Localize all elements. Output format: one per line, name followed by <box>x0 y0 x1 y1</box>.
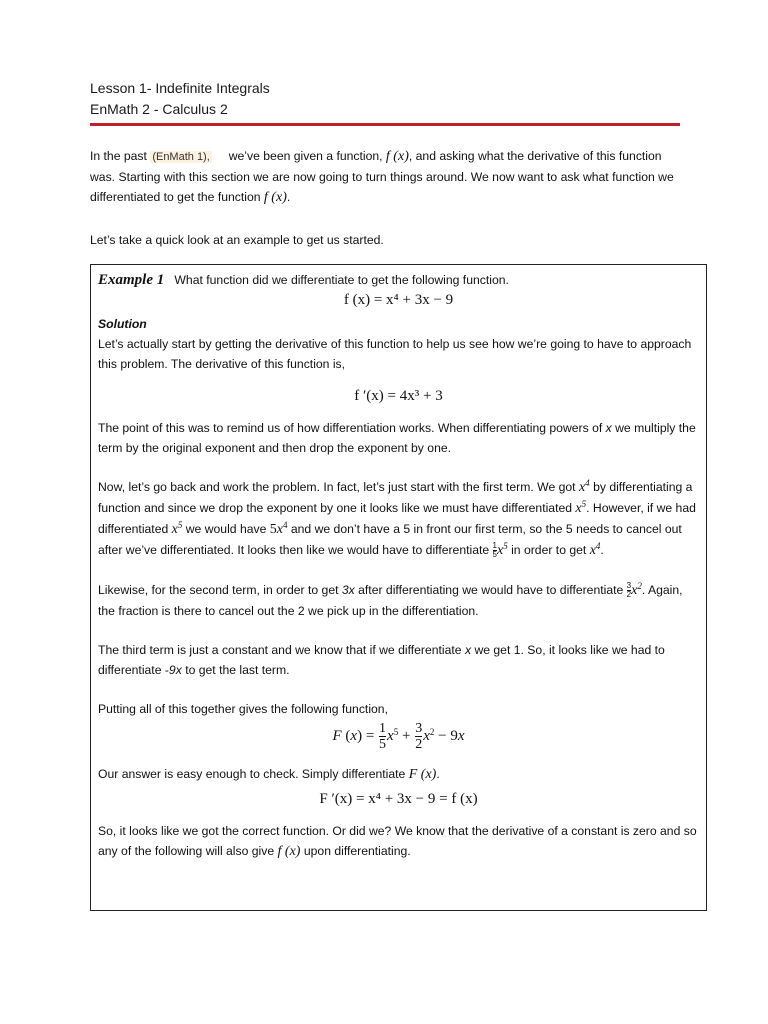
var-x: x <box>464 643 472 657</box>
solution-paragraph <box>98 418 699 458</box>
equation-F-prime: F ′(x) = x⁴ + 3x − 9 = f (x) <box>319 791 478 807</box>
math-x4: $x^4$ <box>589 541 601 558</box>
solution-paragraph <box>98 477 699 561</box>
fraction-one-fifth: $\frac{1}{5}$ <box>492 541 497 560</box>
math-5x4: $5x^4$ <box>269 520 288 537</box>
text: upon differentiating. <box>303 844 411 858</box>
solution-label: Solution <box>98 317 147 331</box>
var-9x: 9x <box>168 663 182 677</box>
lesson-title: Lesson 1- Indefinite Integrals <box>90 80 270 96</box>
intro-text: In the past <box>90 149 147 163</box>
solution-paragraph <box>98 764 699 785</box>
text: The third term is just a constant and we know that if we differentiate <box>98 643 462 657</box>
document-header <box>90 78 680 120</box>
var-x: x <box>605 421 612 435</box>
math-x5: $x^5$ <box>496 541 508 558</box>
text: we multiply the term by the original exponent and then drop the exponent by one. <box>98 421 696 455</box>
text: by differentiating a function and since we drop the exponent by one it looks like we must have differentiated <box>98 480 693 515</box>
equation-f: f (x) = x⁴ + 3x − 9 <box>343 292 454 308</box>
example-label: Example 1 <box>98 272 165 288</box>
equation-F: F (x) = $\frac{1}{5}$ $x^5$ + $\frac{3}{2}$ $x^2 - 9x$ <box>332 721 465 752</box>
math-x4: $x^4$ <box>578 478 590 495</box>
text: Now, let’s go back and work the problem. In fact, let’s just start with the first term. We got <box>98 480 576 494</box>
intro-paragraph <box>90 146 680 208</box>
solution-paragraph <box>98 821 699 862</box>
text: . <box>600 543 604 557</box>
text: . Again, the fraction is there to cancel out the 2 we pick up in the differentiation. <box>98 583 683 618</box>
math-x5: $x^5$ <box>575 499 587 516</box>
math-fx: f (x) <box>263 190 287 205</box>
solution-paragraph: Putting all of this together gives the following function, <box>98 702 388 716</box>
math-Fx: F (x) <box>408 767 437 782</box>
intro-text: we’ve been given a function, <box>228 149 383 163</box>
text: . <box>436 767 440 781</box>
header-divider <box>90 123 680 126</box>
solution-paragraph: Let’s actually start by getting the derivative of this function to help us see how we’re going to have to approach this problem. The derivative of this function is, <box>98 337 692 371</box>
text: and we don’t have a 5 in front our first term, so the 5 needs to cancel out after we’ve differentiated. It looks then like we would have to differentiate <box>98 522 682 557</box>
intro-text: . <box>286 190 291 204</box>
text: to get the last term. <box>185 663 290 677</box>
text: we get 1. So, it looks like we had to differentiate - <box>98 643 665 677</box>
math-fx: f (x) <box>385 149 409 164</box>
text: Our answer is easy enough to check. Simply differentiate <box>98 767 406 781</box>
math-x5: $x^5$ <box>171 520 183 537</box>
highlighted-reference: (EnMath 1), <box>152 151 210 163</box>
text: we would have <box>185 522 267 536</box>
text: The point of this was to remind us of how differentiation works. When differentiating powers of <box>98 421 603 435</box>
text: . However, if we had differentiated <box>98 501 696 536</box>
intro-text: , and asking what the derivative of this function was. Starting with this section we are now going to turn things around. We now want to ask what function we differentiated to get the function <box>90 149 674 204</box>
fraction-three-halves: $\frac{3}{2}$ <box>626 581 632 600</box>
text: after differentiating we would have to differentiate <box>358 583 624 597</box>
math-fx: f (x) <box>277 844 301 859</box>
course-title: EnMath 2 - Calculus 2 <box>90 101 228 117</box>
text: So, it looks like we got the correct function. Or did we? We know that the derivative of a constant is zero and so any of the following will also give <box>98 824 697 858</box>
example-box <box>90 264 707 911</box>
equation-f-prime: f ′(x) = 4x³ + 3 <box>354 388 443 404</box>
math-x2: $x^2$ <box>631 581 642 598</box>
solution-paragraph <box>98 580 699 621</box>
text: Likewise, for the second term, in order to get <box>98 583 339 597</box>
var-3x: 3x <box>341 583 355 597</box>
solution-paragraph <box>98 640 699 680</box>
lead-paragraph: Let’s take a quick look at an example to get us started. <box>90 233 384 247</box>
text: in order to get <box>511 543 587 557</box>
example-question: What function did we differentiate to get the following function. <box>174 273 509 287</box>
